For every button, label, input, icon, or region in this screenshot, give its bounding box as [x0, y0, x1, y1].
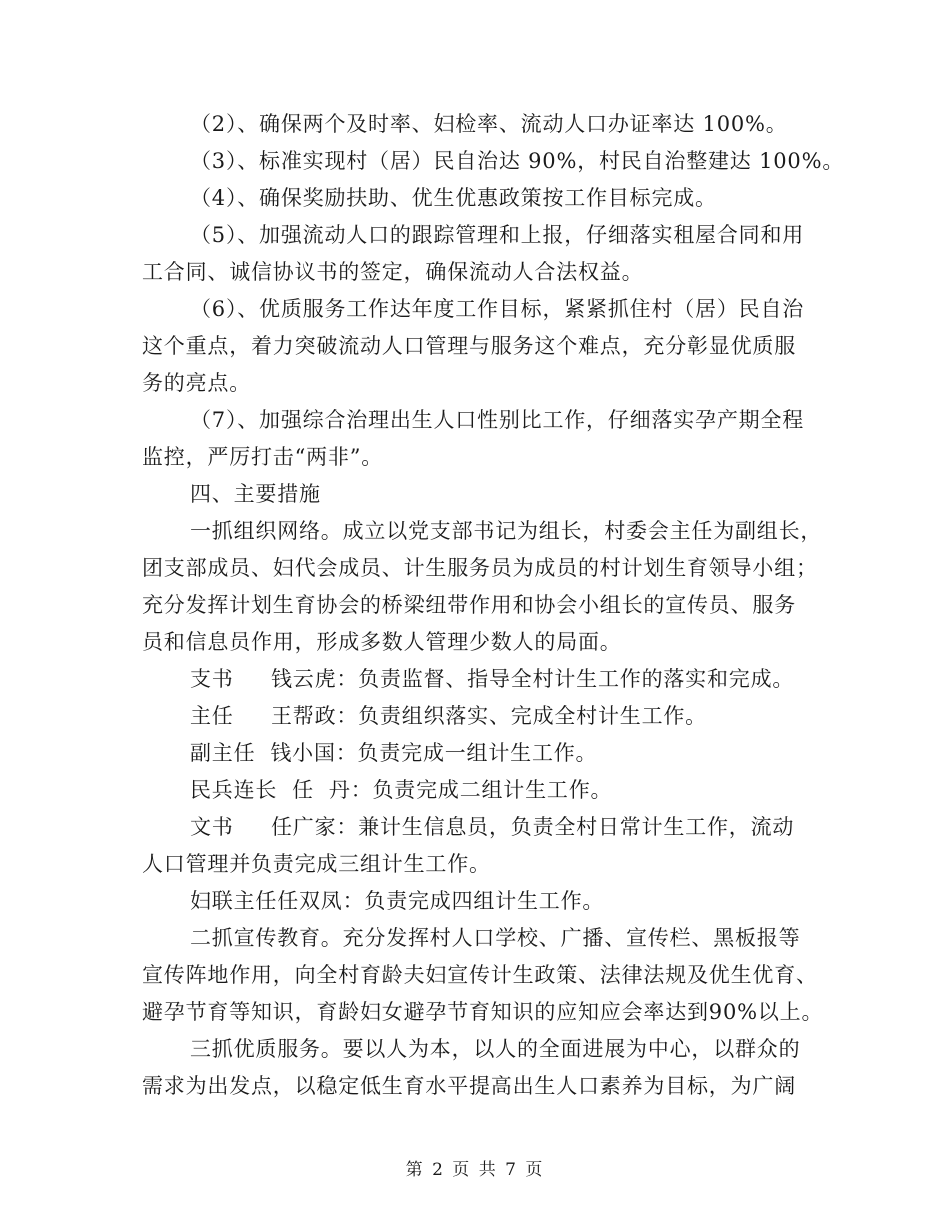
- text-line: 充分发挥计划生育协会的桥梁纽带作用和协会小组长的宣传员、服务: [142, 593, 796, 617]
- text-line: （4）、确保奖励扶助、优生优惠政策按工作目标完成。: [190, 186, 717, 210]
- text-line: （5）、加强流动人口的跟踪管理和上报，仔细落实租屋合同和用: [190, 223, 805, 247]
- text-line: （7）、加强综合治理出生人口性别比工作，仔细落实孕产期全程: [190, 408, 805, 432]
- text-line: 一抓组织网络。成立以党支部书记为组长，村委会主任为副组长，: [190, 519, 823, 543]
- text-line: 三抓优质服务。要以人为本，以人的全面进展为中心，以群众的: [190, 1037, 801, 1061]
- text-line: 工合同、诚信协议书的签定，确保流动人合法权益。: [142, 260, 644, 284]
- text-line: 宣传阵地作用，向全村育龄夫妇宣传计生政策、法律法规及优生优育、: [142, 963, 818, 987]
- text-line: 二抓宣传教育。充分发挥村人口学校、广播、宣传栏、黑板报等: [190, 926, 801, 950]
- text-line: 务的亮点。: [142, 371, 251, 395]
- section-heading: 四、主要措施: [190, 482, 321, 506]
- text-line: 员和信息员作用，形成多数人管理少数人的局面。: [142, 630, 622, 654]
- text-line: 主任 王帮政：负责组织落实、完成全村计生工作。: [190, 704, 707, 728]
- text-line: 监控，严厉打击“两非”。: [142, 445, 384, 469]
- text-line: 避孕节育等知识，育龄妇女避孕节育知识的应知应会率达到90%以上。: [142, 1000, 824, 1024]
- text-line: 这个重点，着力突破流动人口管理与服务这个难点，充分彰显优质服: [142, 334, 796, 358]
- text-line: 人口管理并负责完成三组计生工作。: [142, 852, 491, 876]
- text-line: 需求为出发点，以稳定低生育水平提高出生人口素养为目标，为广阔: [142, 1074, 796, 1098]
- text-line: 文书 任广家：兼计生信息员，负责全村日常计生工作，流动: [190, 815, 795, 839]
- text-line: 支书 钱云虎：负责监督、指导全村计生工作的落实和完成。: [190, 667, 795, 691]
- text-line: （3）、标准实现村（居）民自治达 90%，村民自治整建达 100%。: [190, 149, 845, 173]
- text-line: 团支部成员、妇代会成员、计生服务员为成员的村计划生育领导小组；: [142, 556, 818, 580]
- text-line: （6）、优质服务工作达年度工作目标，紧紧抓住村（居）民自治: [190, 297, 805, 321]
- page-number-footer: 第 2 页 共 7 页: [405, 1160, 545, 1180]
- text-line: 副主任 钱小国：负责完成一组计生工作。: [190, 741, 598, 765]
- text-line: （2）、确保两个及时率、妇检率、流动人口办证率达 100%。: [190, 112, 788, 136]
- text-line: 妇联主任任双凤：负责完成四组计生工作。: [190, 889, 605, 913]
- text-line: 民兵连长 任 丹：负责完成二组计生工作。: [190, 778, 613, 802]
